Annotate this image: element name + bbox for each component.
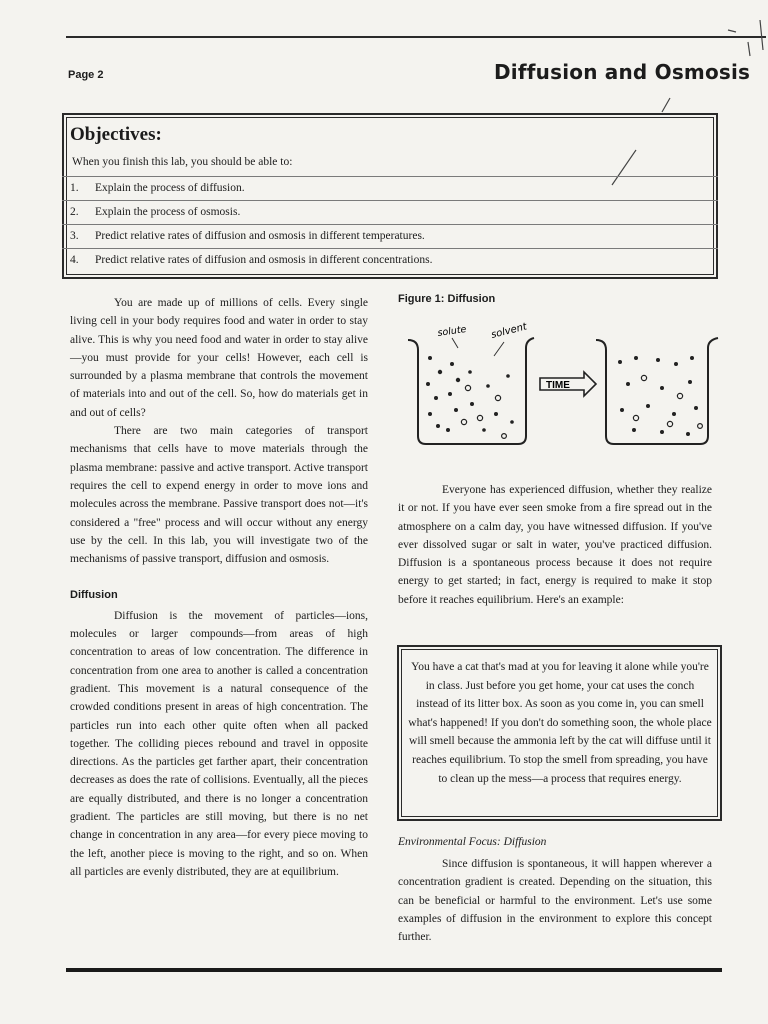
objective-item [62, 224, 718, 248]
objective-text: Explain the process of osmosis. [95, 206, 241, 218]
objective-text: Predict relative rates of diffusion and osmosis in different temperatures. [95, 230, 425, 242]
diffusion-figure [400, 318, 730, 458]
solute-particles-right [618, 356, 698, 436]
figure-caption: Figure 1: Diffusion [398, 293, 496, 305]
bottom-rule [66, 968, 722, 972]
experience-paragraph: Everyone has experienced diffusion, whether they realize it or not. If you have ever seen smoke from a fire spread out in the atmosphere on a calm day, you have witnessed diffusion. If you've ever dissolved sugar or salt in water, you've practiced diffusion. Diffusion is a spontaneous process because it does not require energy to get started; in fact, energy is required to make it stop before it reaches equilibrium. Here's an example: [398, 484, 712, 606]
environmental-focus-paragraph: Since diffusion is spontaneous, it will happen wherever a concentration gradient is created. Depending on the situation, this can be beneficial or harmful to the environment. Let's use some examples of diffusion in the environment to explore this concept further. [398, 858, 712, 944]
environmental-focus-block [398, 855, 712, 946]
objective-item [62, 176, 718, 200]
objective-item [62, 248, 718, 272]
solute-label: solute [436, 324, 468, 339]
objective-item [62, 200, 718, 224]
diffusion-paragraph: Diffusion is the movement of particles—ions, molecules or larger compounds—from areas of high concentration to areas of low concentration. The difference in concentration from one area to another is called a concentration gradient. This movement is a natural consequence of the crowded conditions present in areas of high concentration. The particles run into each other quite often when all packed together. The colliding pieces rebound and travel in opposite directions. As the particles get farther apart, their concentration decreases as does the rate of collisions. Eventually, all the pieces are equally distributed, and there is no longer a concentration gradient. The particles are still moving, but there is no net change in concentration in any area—for every piece moving to the left, another piece is moving to the right, and so on. When all particles are evenly distributed, they are at equilibrium. [70, 609, 368, 878]
time-label: TIME [546, 380, 570, 391]
diffusion-heading: Diffusion [70, 589, 118, 602]
intro-paragraph: You are made up of millions of cells. Every single living cell in your body requires food and water in order to stay alive. This is why you need food and water in order to stay alive—you must provide for your cells! However, each cell is surrounded by a plasma membrane that controls the movement of materials into and out of the cell. So, how do materials get in and out of cells? [70, 297, 368, 419]
solvent-particles-right [633, 375, 702, 428]
objective-number: 2. [70, 206, 79, 218]
objective-text: Predict relative rates of diffusion and osmosis in different concentrations. [95, 254, 433, 266]
objective-number: 4. [70, 254, 79, 266]
solute-particles-left [426, 356, 514, 432]
objective-text: Explain the process of diffusion. [95, 182, 245, 194]
left-column [70, 294, 368, 881]
solvent-label: solvent [490, 321, 529, 341]
objectives-intro: When you finish this lab, you should be able to: [72, 156, 293, 168]
objectives-title: Objectives: [70, 124, 162, 145]
page-number: Page 2 [68, 69, 104, 81]
objective-number: 1. [70, 182, 79, 194]
page-title: Diffusion and Osmosis [494, 60, 751, 84]
environmental-focus-heading: Environmental Focus: Diffusion [398, 836, 547, 848]
objectives-list [62, 176, 718, 272]
transport-paragraph: There are two main categories of transport mechanisms that cells have to move materials through the plasma membrane: passive and active transport. Active transport requires the cell to expend energy in order to move ions and molecules across the membrane. Passive transport does not—it's considered a "free" process and will occur without any energy use by the cell. In this lab, you will investigate two of the mechanisms of passive transport, diffusion and osmosis. [70, 425, 368, 566]
example-text: You have a cat that's mad at you for leaving it alone while you're in class. Just before you get home, your cat uses the conch instead of its litter box. As soon as you come in, you can smell what's happened! If you don't do something soon, the whole place will smell because the ammonia left by the cat will diffuse until it reaches equilibrium. To stop the smell from spreading, you have to clean up the mess—a process that requires energy. [408, 661, 712, 785]
right-column [398, 481, 712, 609]
objective-number: 3. [70, 230, 79, 242]
